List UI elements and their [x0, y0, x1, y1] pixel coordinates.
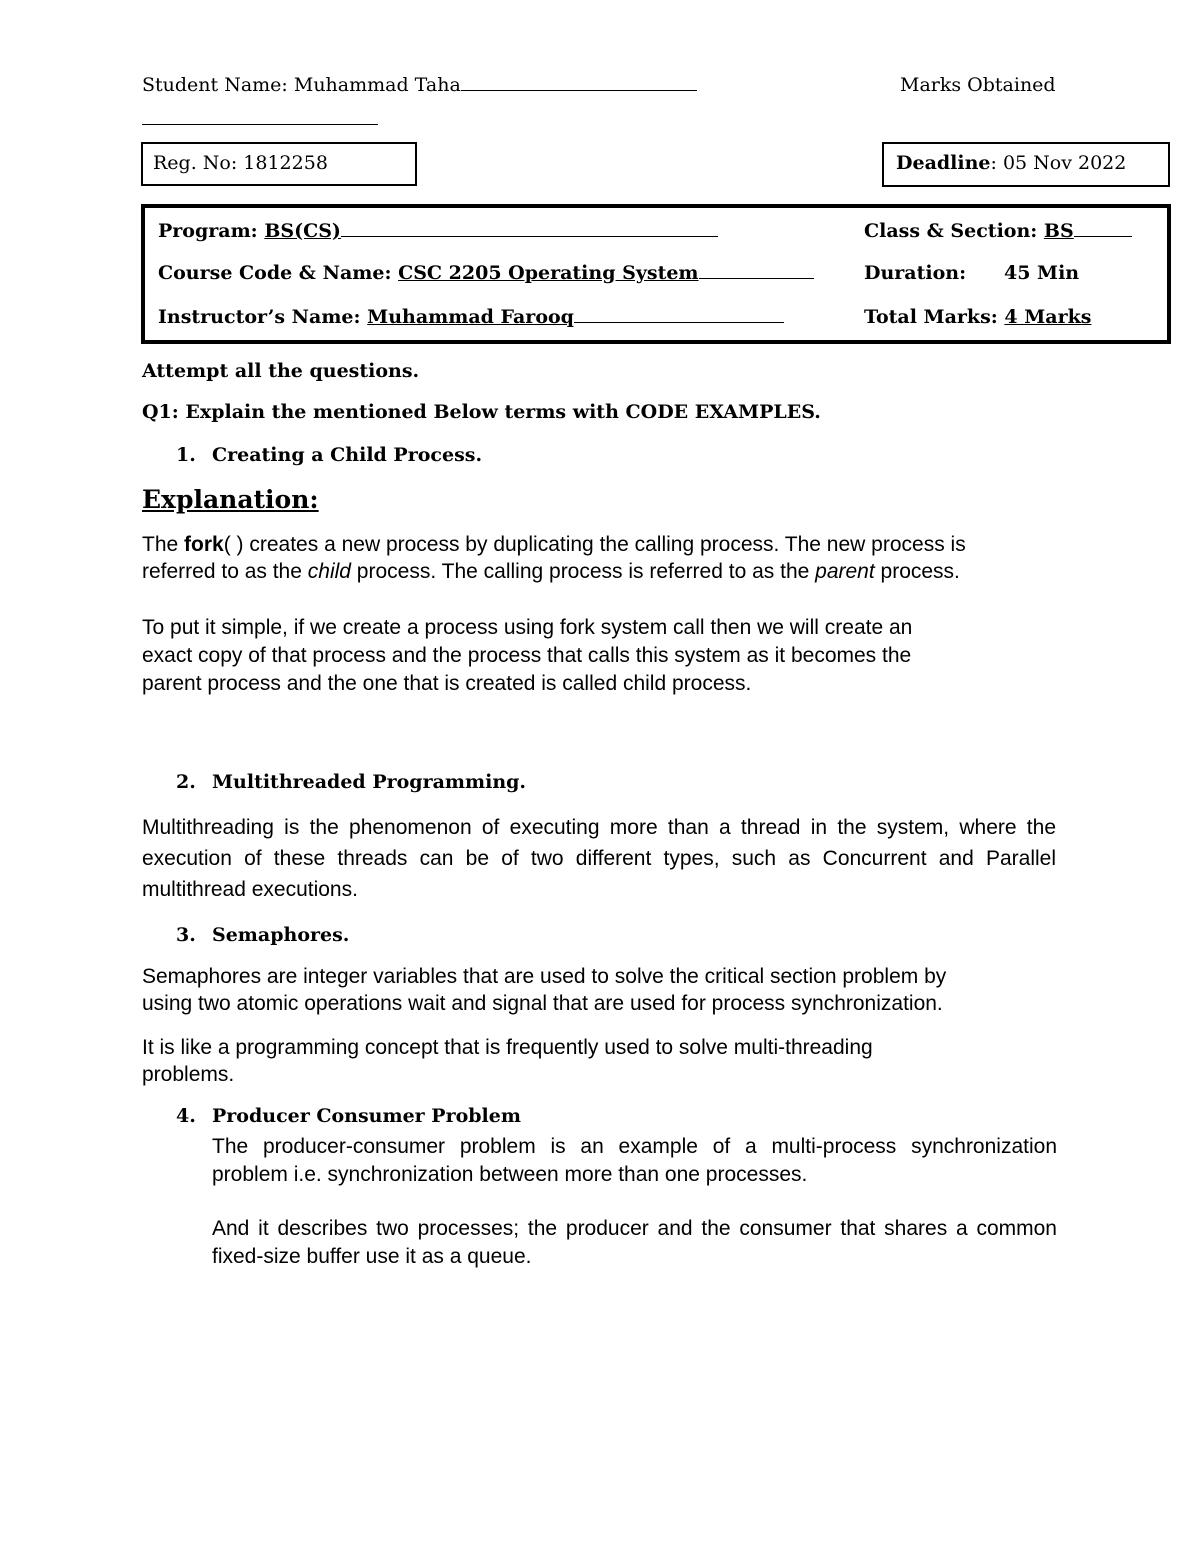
item-1-title: Creating a Child Process.: [212, 444, 483, 466]
q1-title: Q1: Explain the mentioned Below terms with CODE EXAMPLES.: [142, 401, 821, 423]
fork-para-text-4: process. The calling process is referred to as the: [350, 560, 816, 583]
item-3-title: Semaphores.: [212, 924, 350, 946]
item-3-number: 3.: [176, 924, 196, 946]
semaphores-para2-line-1: It is like a programming concept that is frequently used to solve multi-threading: [142, 1036, 873, 1059]
multithreading-para: Multithreading is the phenomenon of executing more than a thread in the system, where the execution of these threads can be of two different types, such as Concurrent and Parallel multithread executions.: [142, 816, 1056, 901]
explanation-heading: Explanation:: [142, 485, 319, 514]
course-underline: [699, 277, 814, 279]
course-info-box: [141, 204, 1171, 344]
course-value: CSC 2205 Operating System: [398, 262, 699, 284]
program-label: Program:: [158, 220, 265, 242]
item-4-number: 4.: [176, 1105, 196, 1127]
fork-para2-line-1: To put it simple, if we create a process using fork system call then we will create an: [142, 616, 913, 639]
fork-para-text-1: The: [142, 533, 185, 556]
duration-value: 45 Min: [1004, 262, 1080, 284]
fork-para-line-2: [142, 558, 960, 586]
course-row: [158, 262, 814, 284]
class-section-row: [864, 220, 1132, 242]
deadline: [896, 152, 1126, 174]
fork-para-text-2: ( ) creates a new process by duplicating the calling process. The new process is: [223, 533, 966, 556]
reg-no-box: [141, 142, 417, 186]
fork-para-line-1: [142, 531, 966, 559]
course-label: Course Code & Name:: [158, 262, 399, 284]
student-name-text: Student Name: Muhammad Taha: [142, 74, 461, 96]
student-name: [142, 74, 697, 96]
item-4-title: Producer Consumer Problem: [212, 1105, 521, 1127]
instructor-value: Muhammad Farooq: [367, 306, 574, 328]
semaphores-para1-line-2: using two atomic operations wait and signal that are used for process synchronization.: [142, 992, 943, 1015]
fork-keyword: fork: [184, 533, 224, 556]
semaphores-para2-line-2: problems.: [142, 1063, 235, 1086]
child-term: child: [307, 560, 351, 583]
deadline-label: Deadline: [896, 152, 991, 174]
item-2-number: 2.: [176, 771, 196, 793]
reg-no: Reg. No: 1812258: [153, 152, 328, 174]
student-name-underline: [461, 89, 697, 91]
fork-para-text-5: process.: [874, 560, 960, 583]
class-section-value: BS: [1043, 220, 1074, 242]
producer-para1: The producer-consumer problem is an example of a multi-process synchronization problem i.e. synchronization between more than one processes.: [212, 1135, 1057, 1186]
deadline-box: [882, 142, 1170, 187]
program-underline: [341, 235, 718, 237]
program-row: [158, 220, 718, 242]
duration-label: Duration:: [864, 262, 967, 284]
producer-para2: And it describes two processes; the producer and the consumer that shares a common fixed-size buffer use it as a queue.: [212, 1217, 1057, 1268]
instructor-underline: [574, 321, 784, 323]
total-marks-row: [864, 306, 1091, 328]
program-value: BS(CS): [264, 220, 341, 242]
total-marks-label: Total Marks:: [864, 306, 1005, 328]
fork-para2-line-2: exact copy of that process and the process that calls this system as it becomes the: [142, 644, 912, 667]
fork-para-text-3: referred to as the: [142, 560, 308, 583]
item-2-title: Multithreaded Programming.: [212, 771, 527, 793]
instructor-label: Instructor’s Name:: [158, 306, 368, 328]
parent-term: parent: [815, 560, 875, 583]
semaphores-para1-line-1: Semaphores are integer variables that are used to solve the critical section problem by: [142, 965, 947, 988]
marks-obtained-label: Marks Obtained: [900, 74, 1056, 96]
instructions: Attempt all the questions.: [142, 360, 420, 382]
item-1-number: 1.: [176, 444, 196, 466]
total-marks-value: 4 Marks: [1004, 306, 1092, 328]
fork-para2-line-3: parent process and the one that is created is called child process.: [142, 672, 752, 695]
class-section-underline: [1074, 235, 1132, 237]
marks-obtained-underline: [142, 124, 378, 125]
deadline-value: : 05 Nov 2022: [990, 152, 1127, 174]
class-section-label: Class & Section:: [864, 220, 1044, 242]
instructor-row: [158, 306, 784, 328]
